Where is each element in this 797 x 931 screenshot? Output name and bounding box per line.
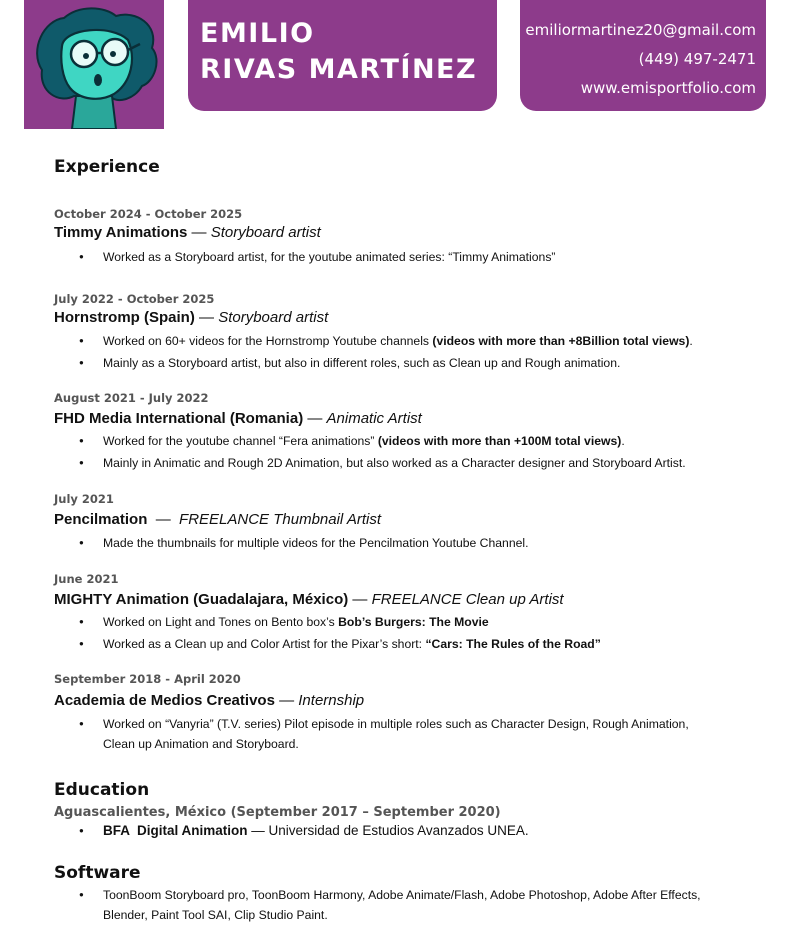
role-title: FREELANCE Clean up Artist	[371, 591, 564, 608]
entry-bullets	[0, 331, 720, 375]
entry-header	[54, 309, 328, 326]
list-item	[0, 331, 720, 351]
separator: —	[303, 410, 327, 427]
entry-header	[54, 692, 364, 709]
list-item	[0, 821, 720, 841]
list-item	[0, 612, 720, 632]
entry-header	[54, 511, 381, 528]
role-title: Animatic Artist	[326, 410, 422, 427]
company-name: Pencilmation	[54, 511, 148, 528]
entry-date: August 2021 - July 2022	[54, 391, 209, 405]
degree-name: BFA Digital Animation	[103, 823, 248, 838]
entry-header	[54, 410, 422, 427]
entry-header	[54, 224, 321, 241]
avatar	[24, 0, 164, 129]
bullet-text: Mainly in Animatic and Rough 2D Animation, but also worked as a Character designer and Storyboard Artist.	[103, 456, 686, 470]
bullet-bold-text: Bob’s Burgers: The Movie	[338, 615, 489, 629]
list-item	[0, 533, 720, 553]
entry-date: June 2021	[54, 572, 119, 586]
bullet-text: Made the thumbnails for multiple videos for the Pencilmation Youtube Channel.	[103, 536, 529, 550]
company-name: FHD Media International (Romania)	[54, 410, 304, 427]
entry-date: October 2024 - October 2025	[54, 207, 243, 221]
bullet-text: Worked on 60+ videos for the Hornstromp Youtube channels	[103, 334, 433, 348]
bullet-text: Worked as a Storyboard artist, for the youtube animated series: “Timmy Animations”	[103, 250, 556, 264]
education-bullets	[0, 821, 720, 843]
experience-heading: Experience	[54, 157, 160, 177]
entry-bullets	[0, 431, 720, 475]
list-item	[0, 885, 720, 925]
entry-date: July 2022 - October 2025	[54, 292, 215, 306]
avatar-illustration-icon	[24, 0, 164, 129]
email-link[interactable]: emiliormartinez20@gmail.com	[525, 21, 756, 39]
bullet-bold-text: (videos with more than +100M total views)	[377, 434, 622, 448]
role-title: Storyboard artist	[210, 224, 321, 241]
entry-header	[54, 591, 564, 608]
bullet-end: .	[621, 434, 625, 448]
software-list: ToonBoom Storyboard pro, ToonBoom Harmony, Adobe Animate/Flash, Adobe Photoshop, Adobe After Effects, Blender, Paint Tool SAI, Clip Studio Paint.	[103, 888, 701, 922]
entry-date: September 2018 - April 2020	[54, 672, 241, 686]
entry-bullets	[0, 612, 720, 656]
list-item	[0, 714, 700, 754]
list-item	[0, 353, 720, 373]
software-bullets	[0, 885, 720, 927]
separator: —	[348, 591, 372, 608]
name-first: EMILIO	[200, 18, 315, 49]
bullet-text: Mainly as a Storyboard artist, but also in different roles, such as Clean up and Rough animation.	[103, 356, 621, 370]
list-item	[0, 247, 720, 267]
role-title: FREELANCE Thumbnail Artist	[179, 511, 382, 528]
bullet-bold-text: “Cars: The Rules of the Road”	[425, 637, 601, 651]
company-name: MIGHTY Animation (Guadalajara, México)	[54, 591, 349, 608]
software-heading: Software	[54, 863, 141, 883]
separator: —	[194, 309, 219, 326]
name-last: RIVAS MARTÍNEZ	[200, 54, 478, 85]
phone-number: (449) 497-2471	[638, 50, 756, 68]
list-item	[0, 431, 720, 451]
role-title: Internship	[298, 692, 365, 709]
website-link[interactable]: www.emisportfolio.com	[580, 79, 756, 97]
education-heading: Education	[54, 780, 150, 800]
bullet-text: Worked for the youtube channel “Fera animations”	[103, 434, 378, 448]
separator: —	[247, 823, 269, 838]
bullet-end: .	[689, 334, 693, 348]
entry-bullets	[0, 533, 720, 555]
company-name: Timmy Animations	[54, 224, 188, 241]
company-name: Hornstromp (Spain)	[54, 309, 195, 326]
name-banner	[188, 0, 497, 111]
bullet-text: Worked on Light and Tones on Bento box’s	[103, 615, 339, 629]
school-name: Universidad de Estudios Avanzados UNEA.	[268, 823, 529, 838]
list-item	[0, 453, 720, 473]
role-title: Storyboard artist	[218, 309, 329, 326]
entry-date: July 2021	[54, 492, 114, 506]
list-item	[0, 634, 720, 654]
separator: —	[147, 511, 180, 528]
separator: —	[274, 692, 299, 709]
contact-banner	[520, 0, 766, 111]
bullet-bold-text: (videos with more than +8Billion total views)	[432, 334, 690, 348]
bullet-text: Worked on “Vanyria” (T.V. series) Pilot episode in multiple roles such as Character Design, Rough Animation, Clean up Animation and Storyboard.	[103, 717, 689, 751]
entry-bullets	[0, 247, 720, 269]
separator: —	[187, 224, 211, 241]
entry-bullets	[0, 714, 700, 756]
company-name: Academia de Medios Creativos	[54, 692, 275, 709]
education-date: Aguascalientes, México (September 2017 – September 2020)	[54, 805, 501, 820]
bullet-text: Worked as a Clean up and Color Artist for the Pixar’s short:	[103, 637, 426, 651]
